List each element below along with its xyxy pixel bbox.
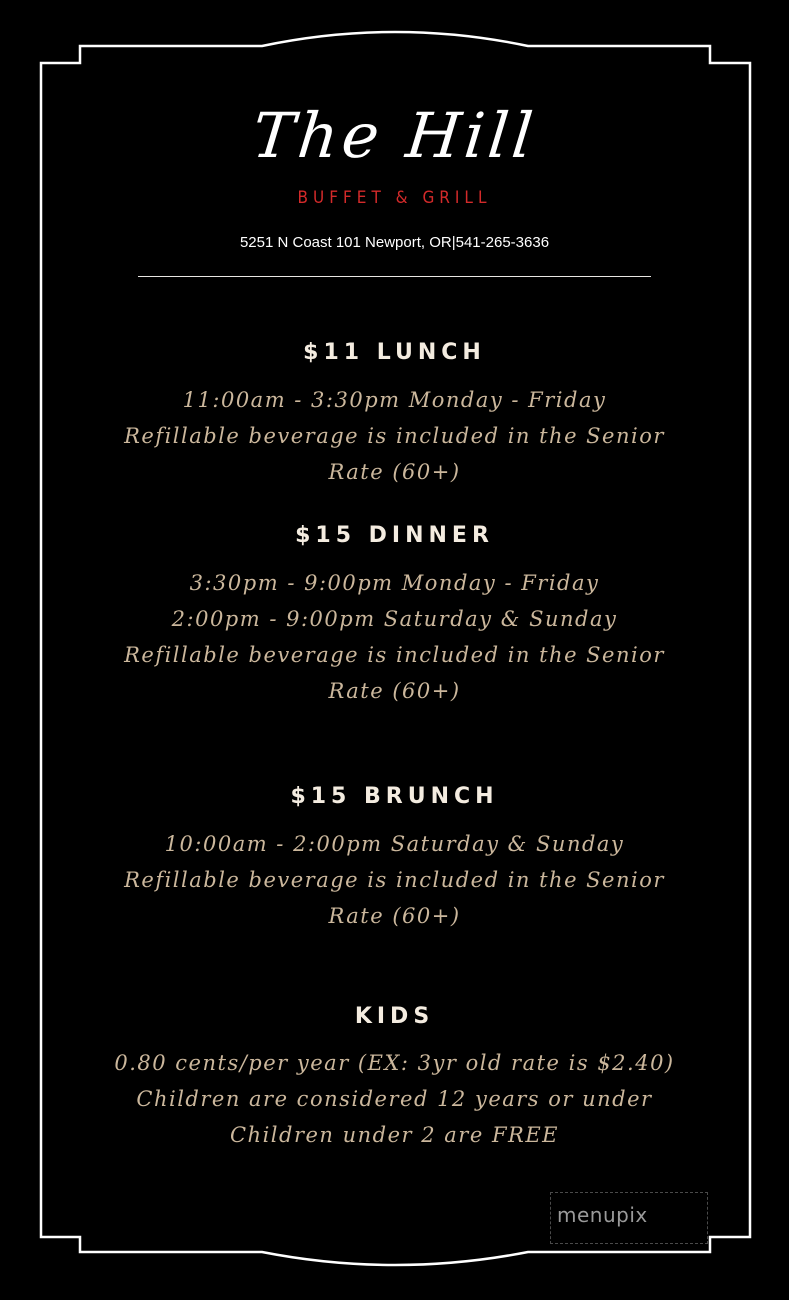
kids-age-limit: Children are considered 12 years or under [136, 1087, 653, 1111]
kids-title: KIDS [354, 1004, 435, 1029]
restaurant-subtitle: BUFFET & GRILL [297, 188, 492, 208]
lunch-beverage-note: Refillable beverage is included in the Senior [124, 424, 665, 448]
kids-details [80, 1045, 709, 1153]
lunch-details [80, 382, 709, 490]
dinner-beverage-note: Refillable beverage is included in the Senior [124, 643, 665, 667]
lunch-hours: 11:00am - 3:30pm Monday - Friday [182, 388, 607, 412]
brunch-beverage-note: Refillable beverage is included in the Senior [124, 868, 665, 892]
dinner-title: $15 DINNER [295, 523, 494, 548]
dinner-details [80, 565, 709, 709]
header-divider [138, 276, 651, 277]
address-phone: 5251 N Coast 101 Newport, OR|541-265-3636 [239, 234, 550, 251]
watermark-text: menupix [557, 1203, 648, 1227]
menupix-watermark [550, 1192, 708, 1244]
restaurant-name: The Hill [249, 99, 541, 172]
brunch-senior-rate: Rate (60+) [328, 904, 461, 928]
dinner-weekday-hours: 3:30pm - 9:00pm Monday - Friday [189, 571, 600, 595]
lunch-title: $11 LUNCH [303, 340, 486, 365]
brunch-details [80, 826, 709, 934]
kids-rate: 0.80 cents/per year (EX: 3yr old rate is $2.40) [114, 1051, 675, 1075]
dinner-senior-rate: Rate (60+) [328, 679, 461, 703]
kids-free-note: Children under 2 are FREE [229, 1123, 559, 1147]
dinner-weekend-hours: 2:00pm - 9:00pm Saturday & Sunday [171, 607, 618, 631]
lunch-senior-rate: Rate (60+) [328, 460, 461, 484]
brunch-title: $15 BRUNCH [290, 784, 499, 809]
brunch-hours: 10:00am - 2:00pm Saturday & Sunday [164, 832, 625, 856]
